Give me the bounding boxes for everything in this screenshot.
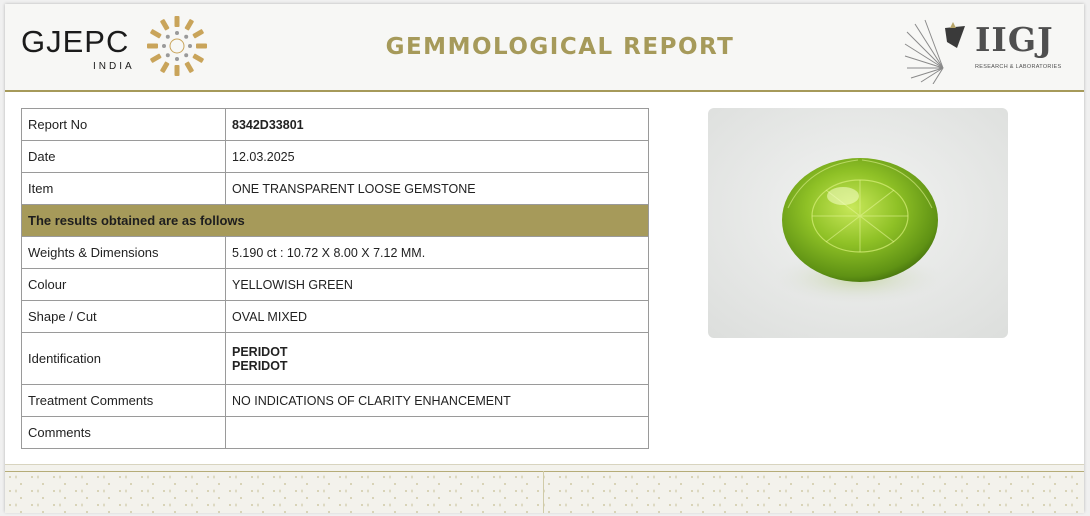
treatment-value: NO INDICATIONS OF CLARITY ENHANCEMENT <box>226 385 649 417</box>
item-value: ONE TRANSPARENT LOOSE GEMSTONE <box>226 173 649 205</box>
report-no-label: Report No <box>22 109 226 141</box>
gjepc-sub: INDIA <box>93 61 135 72</box>
colour-label: Colour <box>22 269 226 301</box>
treatment-label: Treatment Comments <box>22 385 226 417</box>
table-row <box>22 269 649 301</box>
report-header <box>5 4 1084 92</box>
report-no-value: 8342D33801 <box>226 109 649 141</box>
iigj-sub: RESEARCH & LABORATORIES <box>975 64 1062 70</box>
results-banner: The results obtained are as follows <box>22 205 649 237</box>
table-row <box>22 141 649 173</box>
iigj-brand: IIGJ <box>975 20 1054 59</box>
report-title: GEMMOLOGICAL REPORT <box>385 34 735 60</box>
footer-dot-pattern <box>5 473 1084 513</box>
table-row <box>22 173 649 205</box>
comments-label: Comments <box>22 417 226 449</box>
report-card <box>5 4 1084 512</box>
report-footer <box>5 464 1084 513</box>
identification-label: Identification <box>22 333 226 385</box>
gemstone-photo <box>708 108 1008 338</box>
table-row <box>22 417 649 449</box>
date-value: 12.03.2025 <box>226 141 649 173</box>
iigj-sunburst-icon <box>903 18 975 84</box>
identification-value <box>226 333 649 385</box>
item-label: Item <box>22 173 226 205</box>
gemstone-image <box>708 108 1008 338</box>
identification-line-2: PERIDOT <box>232 358 288 373</box>
report-table <box>21 108 649 449</box>
table-row <box>22 109 649 141</box>
table-row <box>22 301 649 333</box>
results-banner-row <box>22 205 649 237</box>
weights-label: Weights & Dimensions <box>22 237 226 269</box>
table-row <box>22 237 649 269</box>
date-label: Date <box>22 141 226 173</box>
footer-divider <box>543 471 544 513</box>
weights-value: 5.190 ct : 10.72 X 8.00 X 7.12 MM. <box>226 237 649 269</box>
iigj-logo <box>903 12 1073 88</box>
colour-value: YELLOWISH GREEN <box>226 269 649 301</box>
shape-value: OVAL MIXED <box>226 301 649 333</box>
gjepc-brand: GJEPC <box>21 24 130 59</box>
table-row <box>22 333 649 385</box>
comments-value <box>226 417 649 449</box>
footer-rule <box>5 471 1084 472</box>
identification-line-1: PERIDOT <box>232 344 288 359</box>
table-row <box>22 385 649 417</box>
shape-label: Shape / Cut <box>22 301 226 333</box>
